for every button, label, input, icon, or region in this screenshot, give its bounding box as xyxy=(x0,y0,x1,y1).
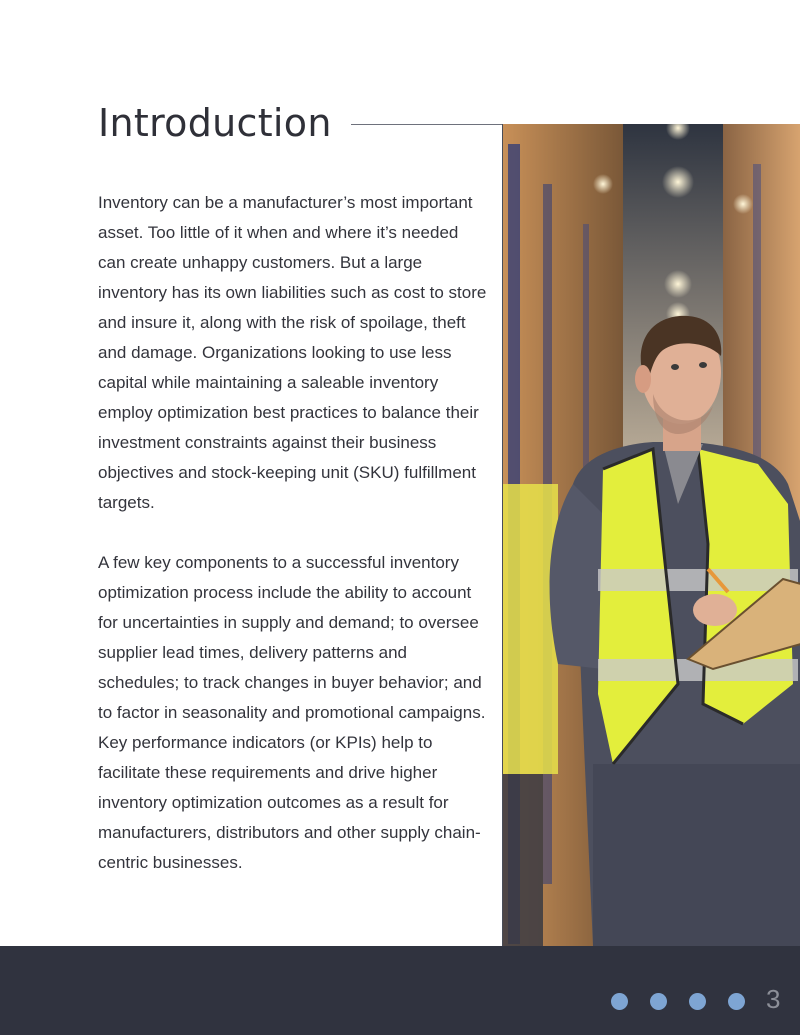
page-title: Introduction xyxy=(98,101,332,145)
indicator-dot xyxy=(728,993,745,1010)
intro-paragraph-1: Inventory can be a manufacturer’s most important asset. Too little of it when and where it’s needed can create unhappy customers. But a large inventory has its own liabilities such as cost to store and insure it, along with the risk of spoilage, theft and damage. Organizations looking to use less capital while maintaining a saleable inventory employ optimization best practices to balance their investment constraints against their business objectives and stock-keeping unit (SKU) fulfillment targets. xyxy=(98,193,487,512)
page-number: 3 xyxy=(766,984,781,1014)
title-divider xyxy=(351,124,503,125)
intro-paragraph-2: A few key components to a successful inventory optimization process include the ability to account for uncertainties in supply and demand; to oversee supplier lead times, delivery patterns and schedules; to track changes in buyer behavior; and to factor in seasonality and promotional campaigns. Key performance indicators (or KPIs) help to facilitate these requirements and drive higher inventory optimization outcomes as a result for manufacturers, distributors and other supply chain-centric businesses. xyxy=(98,553,486,872)
page-indicator-dots xyxy=(611,993,745,1010)
body-text xyxy=(98,188,488,908)
indicator-dot xyxy=(611,993,628,1010)
page-footer xyxy=(0,946,800,1035)
indicator-dot xyxy=(650,993,667,1010)
indicator-dot xyxy=(689,993,706,1010)
warehouse-worker-photo xyxy=(502,124,800,946)
